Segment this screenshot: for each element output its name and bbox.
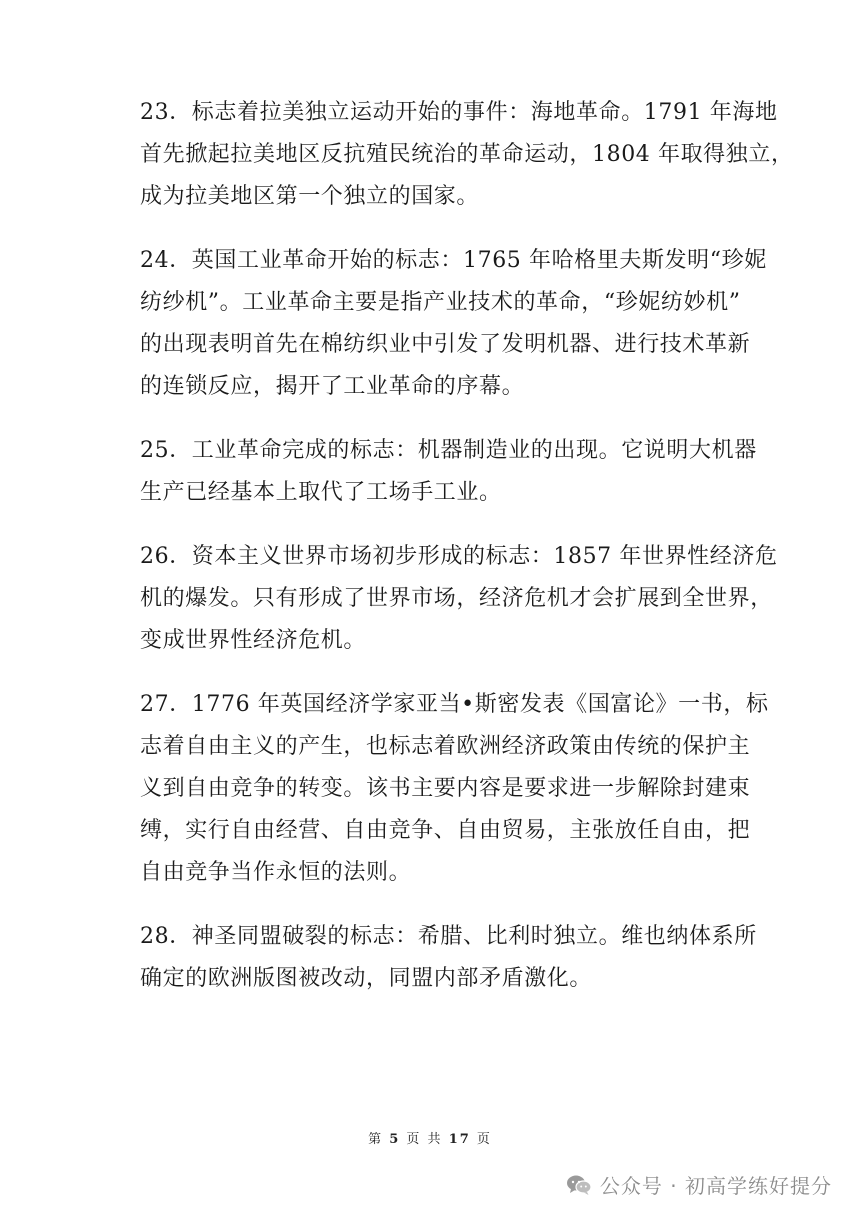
text-line: 机的爆发。只有形成了世界市场，经济危机才会扩展到全世界， [140,586,773,611]
text-line: 的连锁反应，揭开了工业革命的序幕。 [140,374,525,399]
text-line: 生产已经基本上取代了工场手工业。 [140,480,502,505]
list-item [140,96,794,214]
text-line: 确定的欧洲版图被改动，同盟内部矛盾激化。 [140,966,593,991]
text-line: 25．工业革命完成的标志：机器制造业的出现。它说明大机器 [140,438,757,463]
footer-suffix: 页 [476,1132,492,1147]
list-item [140,688,769,890]
watermark-text: 公众号 · 初高学练好提分 [599,1174,832,1198]
list-item [140,244,767,404]
text-line: 变成世界性经济危机。 [140,628,367,653]
wechat-icon [566,1174,592,1196]
text-line: 24．英国工业革命开始的标志：1765 年哈格里夫斯发明“珍妮 [140,248,767,273]
total-page-number: 17 [448,1132,471,1147]
text-line: 27．1776 年英国经济学家亚当•斯密发表《国富论》一书，标 [140,692,769,717]
footer-middle: 页 共 [406,1132,443,1147]
list-item [140,540,778,658]
text-line: 志着自由主义的产生，也标志着欧洲经济政策由传统的保护主 [140,734,751,759]
text-line: 自由竞争当作永恒的法则。 [140,860,412,885]
text-line: 缚，实行自由经营、自由竞争、自由贸易，主张放任自由，把 [140,818,751,843]
text-line: 23．标志着拉美独立运动开始的事件：海地革命。1791 年海地 [140,100,778,125]
watermark [566,1170,832,1199]
current-page-number: 5 [389,1132,401,1147]
footer-prefix: 第 [368,1132,384,1147]
text-line: 首先掀起拉美地区反抗殖民统治的革命运动，1804 年取得独立， [140,142,794,167]
text-line: 义到自由竞争的转变。该书主要内容是要求进一步解除封建束 [140,776,751,801]
document-body [140,96,794,1026]
text-line: 的出现表明首先在棉纺织业中引发了发明机器、进行技术革新 [140,332,751,357]
text-line: 纺纱机”。工业革命主要是指产业技术的革命，“珍妮纺妙机” [140,290,741,315]
list-item [140,920,757,996]
page-number-footer [0,1128,860,1147]
text-line: 成为拉美地区第一个独立的国家。 [140,184,480,209]
text-line: 28．神圣同盟破裂的标志：希腊、比利时独立。维也纳体系所 [140,924,757,949]
list-item [140,434,757,510]
text-line: 26．资本主义世界市场初步形成的标志：1857 年世界性经济危 [140,544,778,569]
